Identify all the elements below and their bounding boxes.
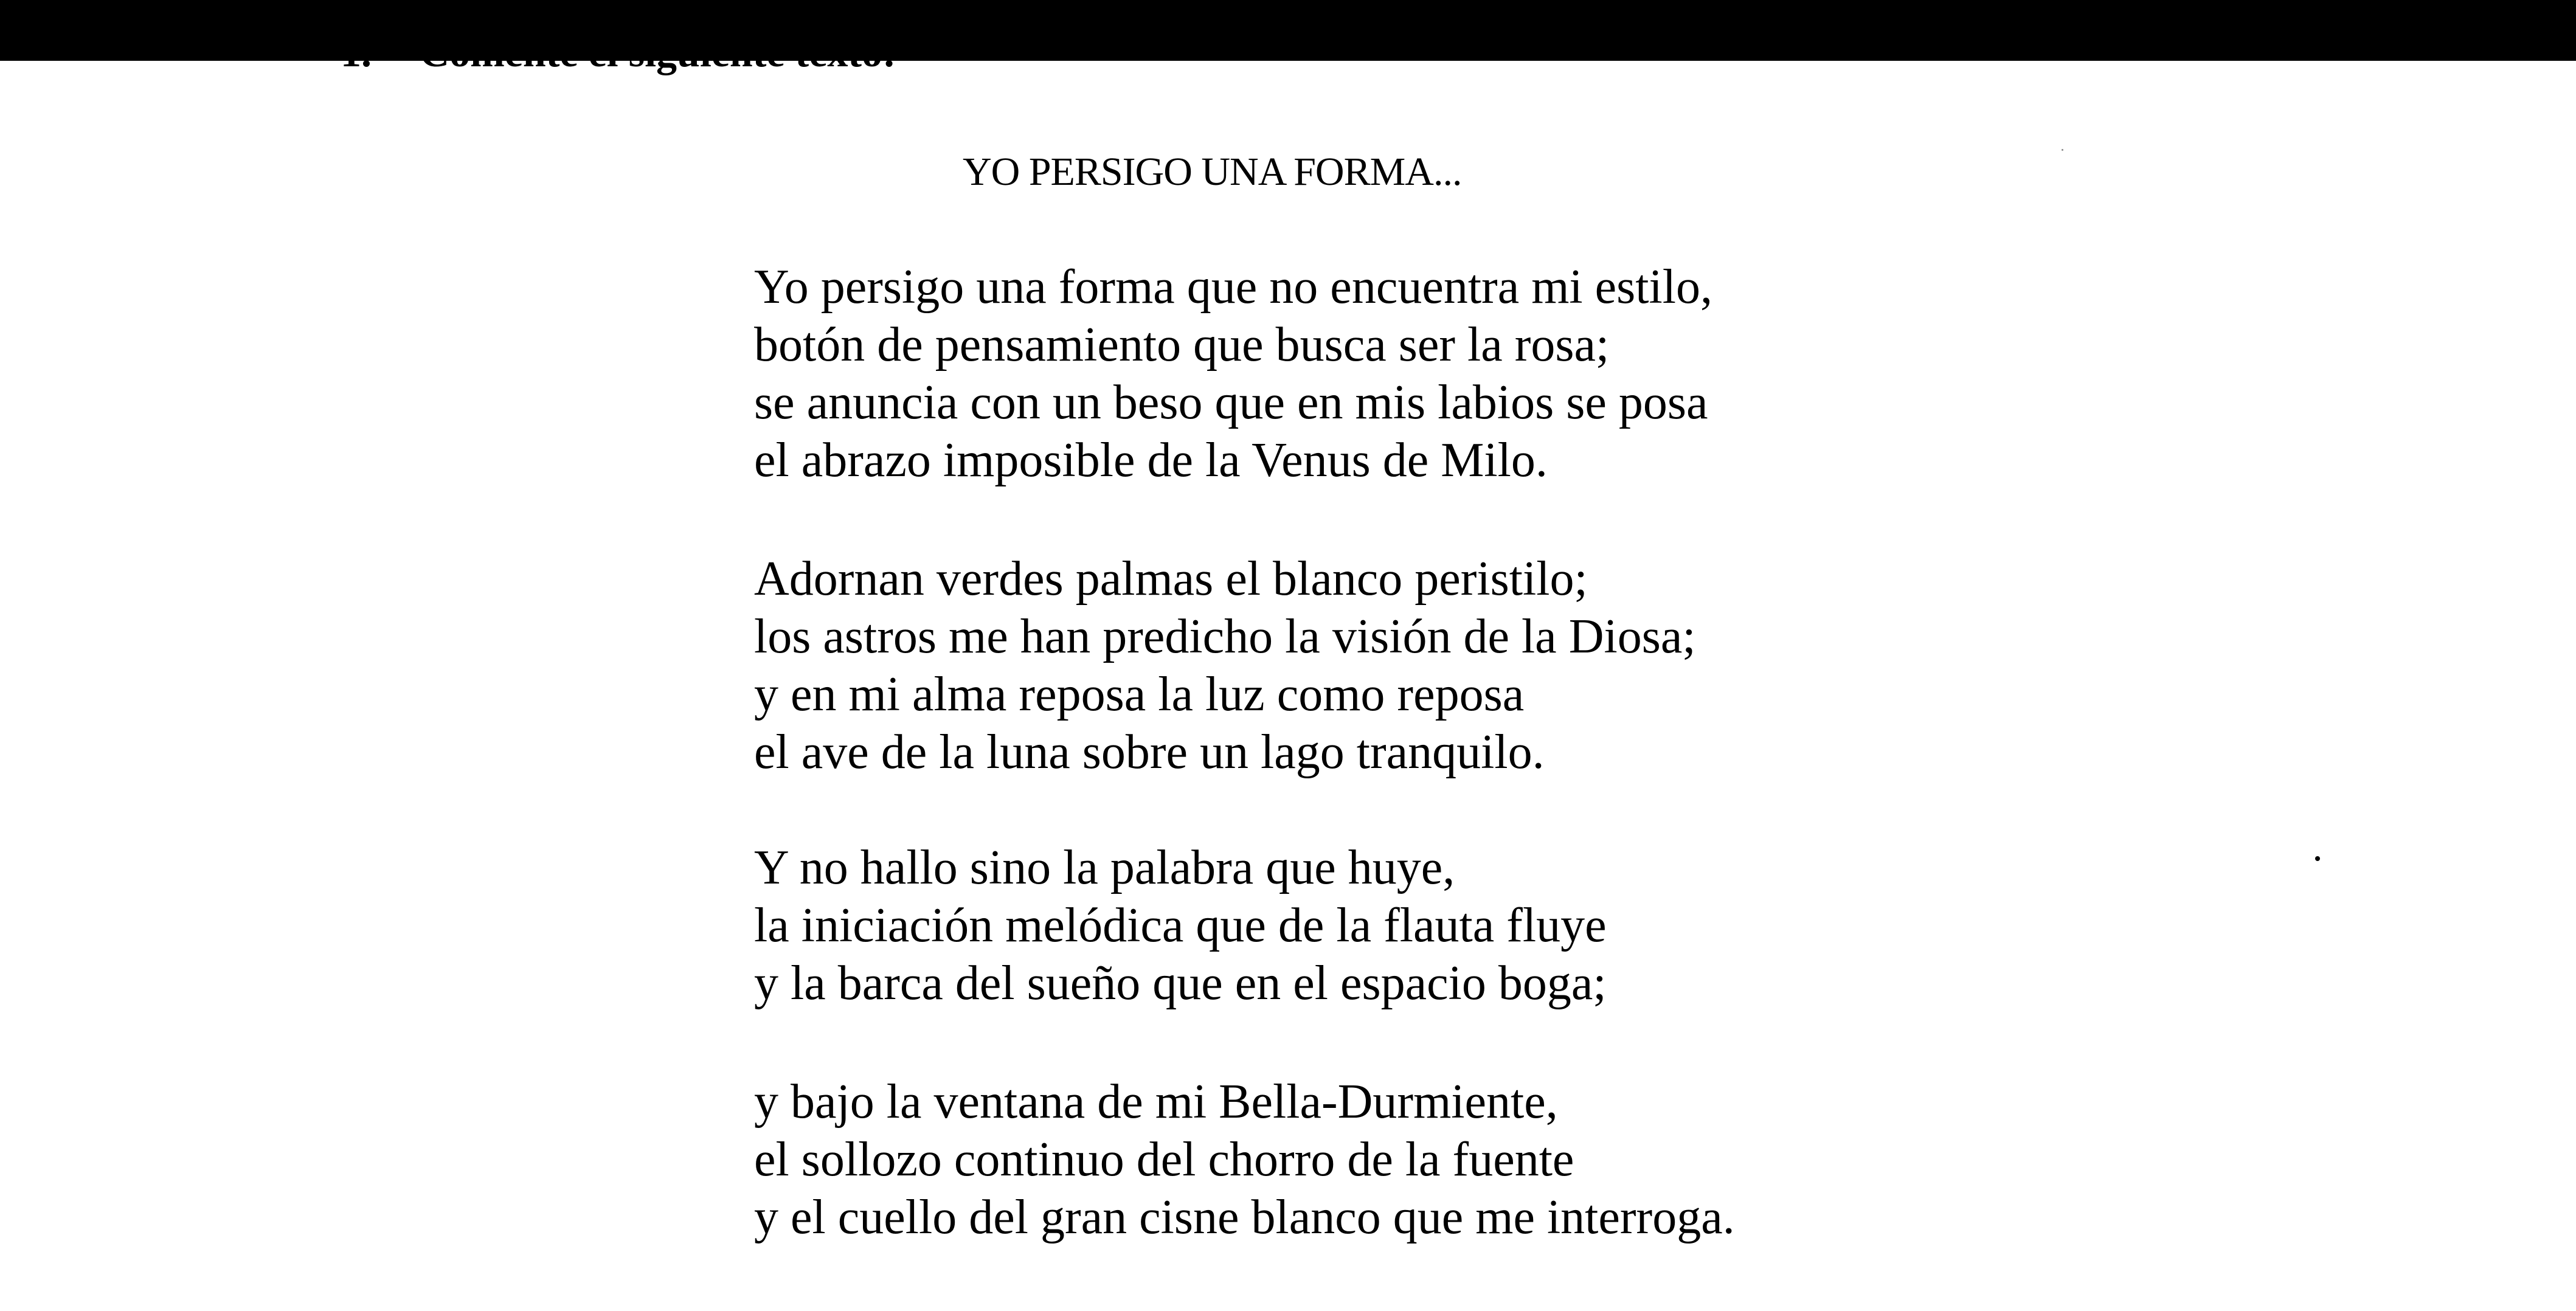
poem-verse: la iniciación melódica que de la flauta fluye: [754, 899, 1607, 952]
poem-verse: los astros me han predicho la visión de la Diosa;: [754, 610, 1696, 663]
poem-verse: Yo persigo una forma que no encuentra mi estilo,: [754, 260, 1712, 314]
poem-verse: y bajo la ventana de mi Bella-Durmiente,: [754, 1075, 1558, 1129]
poem-title: YO PERSIGO UNA FORMA...: [963, 150, 1462, 194]
scan-speck: [2062, 149, 2063, 151]
poem-stanza-3: [754, 839, 1607, 1012]
poem-verse: y el cuello del gran cisne blanco que me interroga.: [754, 1191, 1735, 1244]
poem-stanza-1: [754, 258, 1712, 489]
poem-stanza-4: [754, 1073, 1735, 1247]
poem-verse: el sollozo continuo del chorro de la fuente: [754, 1133, 1574, 1186]
scan-speck: [2315, 856, 2320, 861]
poem-verse: el ave de la luna sobre un lago tranquilo.: [754, 725, 1545, 779]
poem-verse: y la barca del sueño que en el espacio boga;: [754, 956, 1607, 1010]
poem-verse: y en mi alma reposa la luz como reposa: [754, 668, 1525, 721]
poem-verse: el abrazo imposible de la Venus de Milo.: [754, 434, 1548, 487]
poem-verse: botón de pensamiento que busca ser la rosa;: [754, 318, 1610, 372]
poem-verse: Adornan verdes palmas el blanco peristilo;: [754, 552, 1588, 606]
poem-verse: se anuncia con un beso que en mis labios se posa: [754, 376, 1708, 429]
poem-stanza-2: [754, 550, 1696, 781]
top-black-bar: [0, 0, 2576, 61]
poem-verse: Y no hallo sino la palabra que huye,: [754, 841, 1455, 894]
